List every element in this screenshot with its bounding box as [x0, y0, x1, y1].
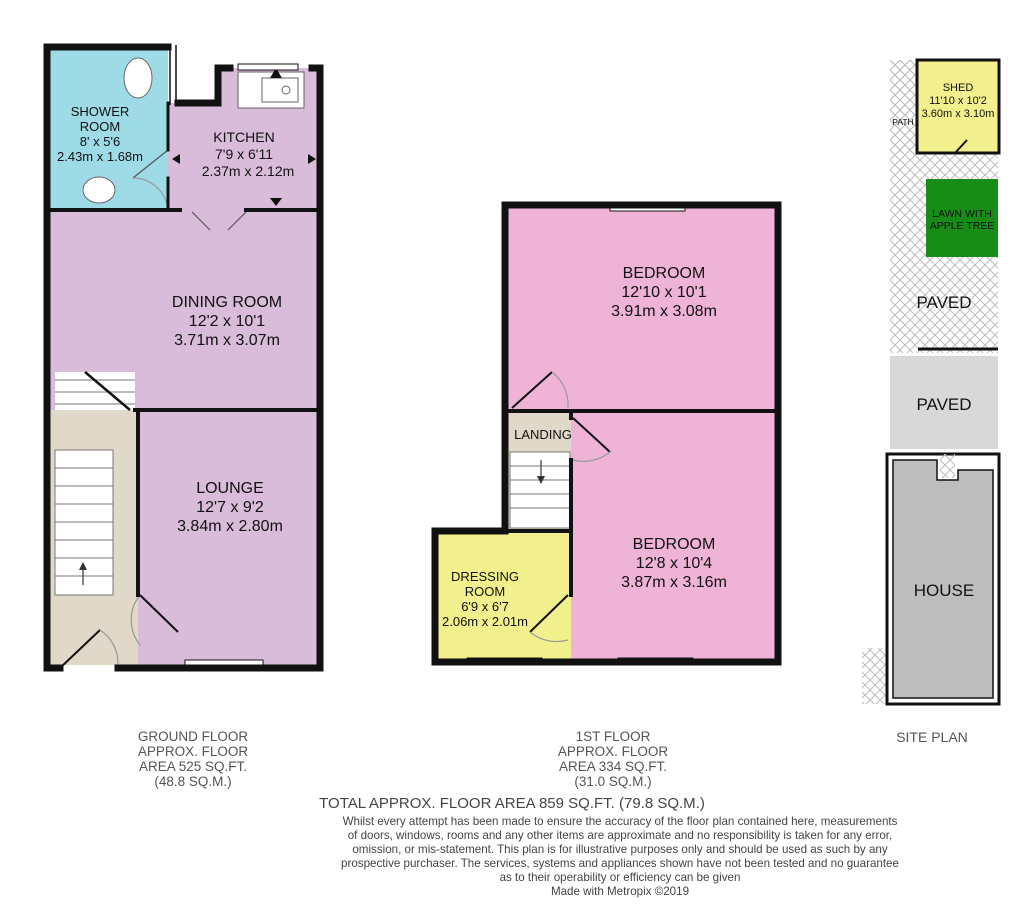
landing-label: LANDING [514, 427, 572, 442]
caption-line: APPROX. FLOOR [137, 744, 249, 759]
caption-line: (31.0 SQ.M.) [574, 774, 652, 789]
shower-room-metric: 2.43m x 1.68m [57, 149, 143, 164]
toilet-icon [124, 58, 152, 98]
caption-line: (48.8 SQ.M.) [154, 774, 232, 789]
ground-floor-caption [113, 729, 273, 789]
disclaimer-line: Whilst every attempt has been made to ensure the accuracy of the floor plan contained here, measurements [342, 815, 898, 828]
lawn-label-2: APPLE TREE [929, 220, 995, 232]
bedroom-1-label: BEDROOM [622, 265, 706, 282]
kitchen-label: KITCHEN [213, 129, 275, 145]
first-floor-caption [533, 729, 693, 789]
site-plan-caption [872, 730, 992, 745]
disclaimer-line: of doors, windows, rooms and any other items are approximate and no responsibility is taken for any error, [347, 829, 893, 842]
lounge-metric: 3.84m x 2.80m [177, 518, 283, 535]
dining-room-metric: 3.71m x 3.07m [174, 332, 280, 349]
shower-room-label-2: ROOM [79, 119, 121, 134]
dressing-room-label-1: DRESSING [451, 569, 519, 584]
basin-icon [83, 177, 115, 203]
path-strip [890, 60, 915, 153]
disclaimer-line: omission, or mis-statement. This plan is for illustrative purposes only and should be used as such by any [352, 843, 888, 856]
caption-line: AREA 525 SQ.FT. [138, 759, 248, 774]
caption-line: 1ST FLOOR [575, 729, 651, 744]
dining-room-label: DINING ROOM [171, 294, 283, 311]
bedroom-2-label: BEDROOM [632, 536, 716, 553]
kitchen-window [238, 64, 298, 70]
first-floor-stairs [510, 452, 570, 528]
dressing-room-imperial: 6'9 x 6'7 [461, 599, 509, 614]
site-plan [862, 60, 999, 704]
shower-room-imperial: 8' x 5'6 [79, 134, 121, 149]
bedroom-2-imperial: 12'8 x 10'4 [635, 555, 713, 572]
bedroom-1-imperial: 12'10 x 10'1 [621, 284, 707, 301]
house-footprint [893, 460, 993, 698]
dressing-room-metric: 2.06m x 2.01m [442, 614, 528, 629]
kitchen-imperial: 7'9 x 6'11 [214, 146, 274, 162]
shed-label: SHED [942, 82, 974, 94]
paved-label-2: PAVED [916, 395, 972, 414]
caption-line: AREA 334 SQ.FT. [558, 759, 668, 774]
disclaimer-line: prospective purchaser. The services, systems and appliances shown have not been tested and no guarantee [341, 857, 899, 870]
hatched-corner [862, 648, 886, 704]
house-label: HOUSE [913, 581, 975, 600]
lounge-label: LOUNGE [196, 480, 264, 497]
first-floor-plan [435, 204, 778, 665]
path-label: PATH [892, 117, 914, 127]
caption-line: GROUND FLOOR [137, 729, 249, 744]
disclaimer-line: as to their operability or efficiency can be given [499, 871, 741, 884]
total-floor-area: TOTAL APPROX. FLOOR AREA 859 SQ.FT. (79.8 SQ.M.) [319, 795, 705, 812]
shed-metric: 3.60m x 3.10m [921, 108, 995, 120]
kitchen-metric: 2.37m x 2.12m [201, 163, 295, 179]
disclaimer [300, 815, 940, 899]
lounge-imperial: 12'7 x 9'2 [196, 499, 264, 516]
caption-line: APPROX. FLOOR [557, 744, 669, 759]
bedroom-1-metric: 3.91m x 3.08m [611, 303, 717, 320]
paved-label-1: PAVED [916, 293, 972, 312]
dressing-room-label-2: ROOM [464, 584, 506, 599]
lounge-area [138, 410, 320, 665]
disclaimer-line: Made with Metropix ©2019 [550, 885, 690, 898]
shower-room-label-1: SHOWER [70, 104, 130, 119]
bedroom-2-metric: 3.87m x 3.16m [621, 574, 727, 591]
shed-imperial: 11'10 x 10'2 [929, 95, 987, 107]
lawn-label-1: LAWN WITH [932, 208, 992, 220]
ground-floor-plan [47, 45, 320, 668]
caption-line: SITE PLAN [896, 729, 968, 745]
dining-room-imperial: 12'2 x 10'1 [188, 313, 266, 330]
